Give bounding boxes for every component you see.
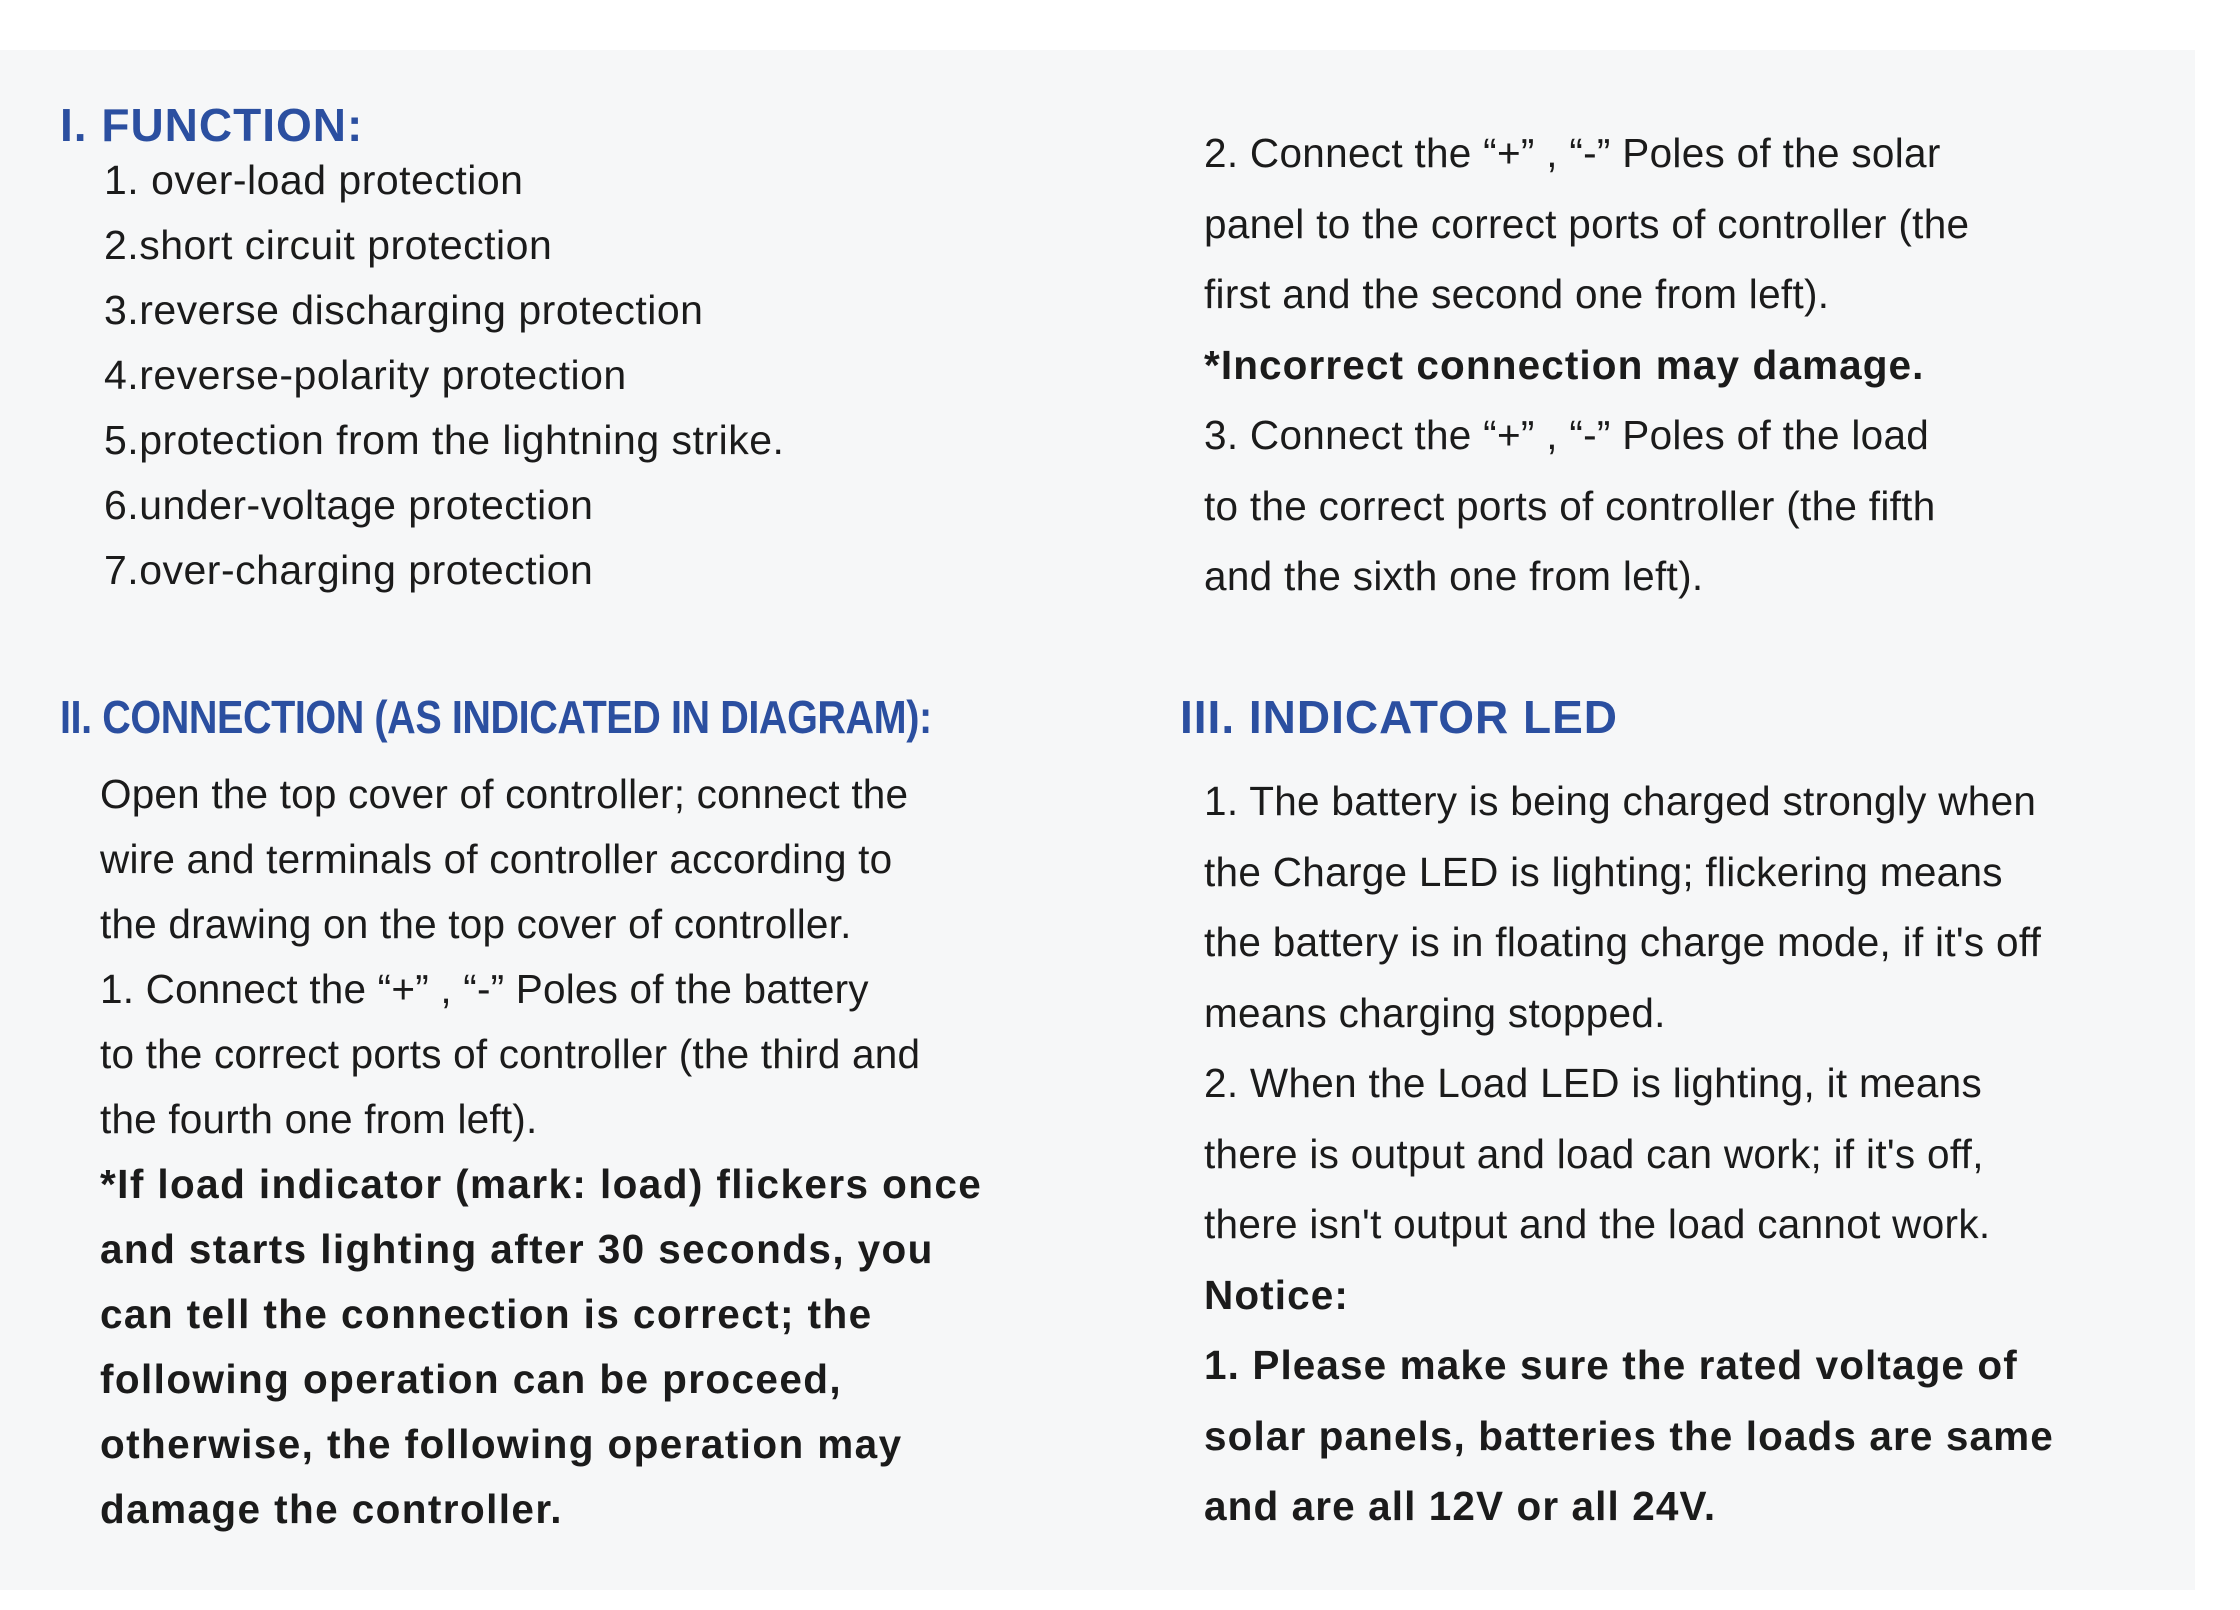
connection-line: to the correct ports of controller (the third and	[100, 1031, 921, 1077]
manual-page	[0, 50, 2195, 1590]
notice-label: Notice:	[1204, 1271, 1349, 1318]
indicator-line: 1. The battery is being charged strongly when	[1204, 778, 2037, 824]
solar-step-line: first and the second one from left).	[1204, 271, 1830, 317]
notice-line: 1. Please make sure the rated voltage of	[1204, 1342, 2018, 1388]
solar-step-line: panel to the correct ports of controller (the	[1204, 200, 1970, 247]
indicator-line: there isn't output and the load cannot work.	[1204, 1201, 1991, 1247]
function-section	[60, 98, 1060, 603]
indicator-heading: III. INDICATOR LED	[1180, 691, 1618, 743]
connection-line: the drawing on the top cover of controller.	[100, 901, 852, 947]
list-item: 4.reverse-polarity protection	[104, 352, 627, 398]
load-indicator-warning: damage the controller.	[100, 1486, 563, 1532]
list-item: 7.over-charging protection	[104, 547, 594, 593]
indicator-line: the battery is in floating charge mode, if it's off	[1204, 919, 2042, 965]
load-indicator-warning: and starts lighting after 30 seconds, you	[100, 1226, 934, 1272]
list-item: 6.under-voltage protection	[104, 482, 594, 528]
list-item: 3.reverse discharging protection	[104, 287, 704, 333]
load-indicator-warning: otherwise, the following operation may	[100, 1421, 903, 1467]
connection-line: the fourth one from left).	[100, 1096, 538, 1142]
load-step-line: 3. Connect the “+” , “-” Poles of the load	[1204, 412, 1930, 458]
notice-line: and are all 12V or all 24V.	[1204, 1483, 1717, 1529]
connection-line: wire and terminals of controller according to	[100, 836, 893, 882]
indicator-line: 2. When the Load LED is lighting, it means	[1204, 1060, 1983, 1106]
load-indicator-warning: can tell the connection is correct; the	[100, 1291, 873, 1337]
solar-step-line: 2. Connect the “+” , “-” Poles of the solar	[1204, 130, 1941, 176]
list-item: 2.short circuit protection	[104, 222, 553, 268]
connection-heading: II. CONNECTION (AS INDICATED IN DIAGRAM):	[60, 691, 932, 743]
load-indicator-warning: *If load indicator (mark: load) flickers once	[100, 1161, 983, 1207]
notice-line: solar panels, batteries the loads are same	[1204, 1412, 2054, 1459]
connection-line: 1. Connect the “+” , “-” Poles of the battery	[100, 966, 869, 1012]
load-indicator-warning: following operation can be proceed,	[100, 1356, 843, 1402]
function-list	[60, 148, 1060, 603]
list-item: 1. over-load protection	[104, 157, 524, 203]
indicator-line: means charging stopped.	[1204, 989, 1666, 1036]
function-heading: I. FUNCTION:	[60, 99, 364, 151]
indicator-section	[1180, 690, 2200, 1542]
load-step-line: and the sixth one from left).	[1204, 553, 1704, 599]
connection-line: Open the top cover of controller; connect the	[100, 771, 909, 817]
incorrect-connection-warning: *Incorrect connection may damage.	[1204, 341, 1925, 388]
indicator-line: the Charge LED is lighting; flickering means	[1204, 848, 2003, 895]
connection-continued	[1180, 118, 2180, 612]
list-item: 5.protection from the lightning strike.	[104, 417, 785, 463]
connection-section	[60, 690, 1120, 1542]
load-step-line: to the correct ports of controller (the fifth	[1204, 482, 1936, 529]
indicator-line: there is output and load can work; if it's off,	[1204, 1130, 1984, 1177]
